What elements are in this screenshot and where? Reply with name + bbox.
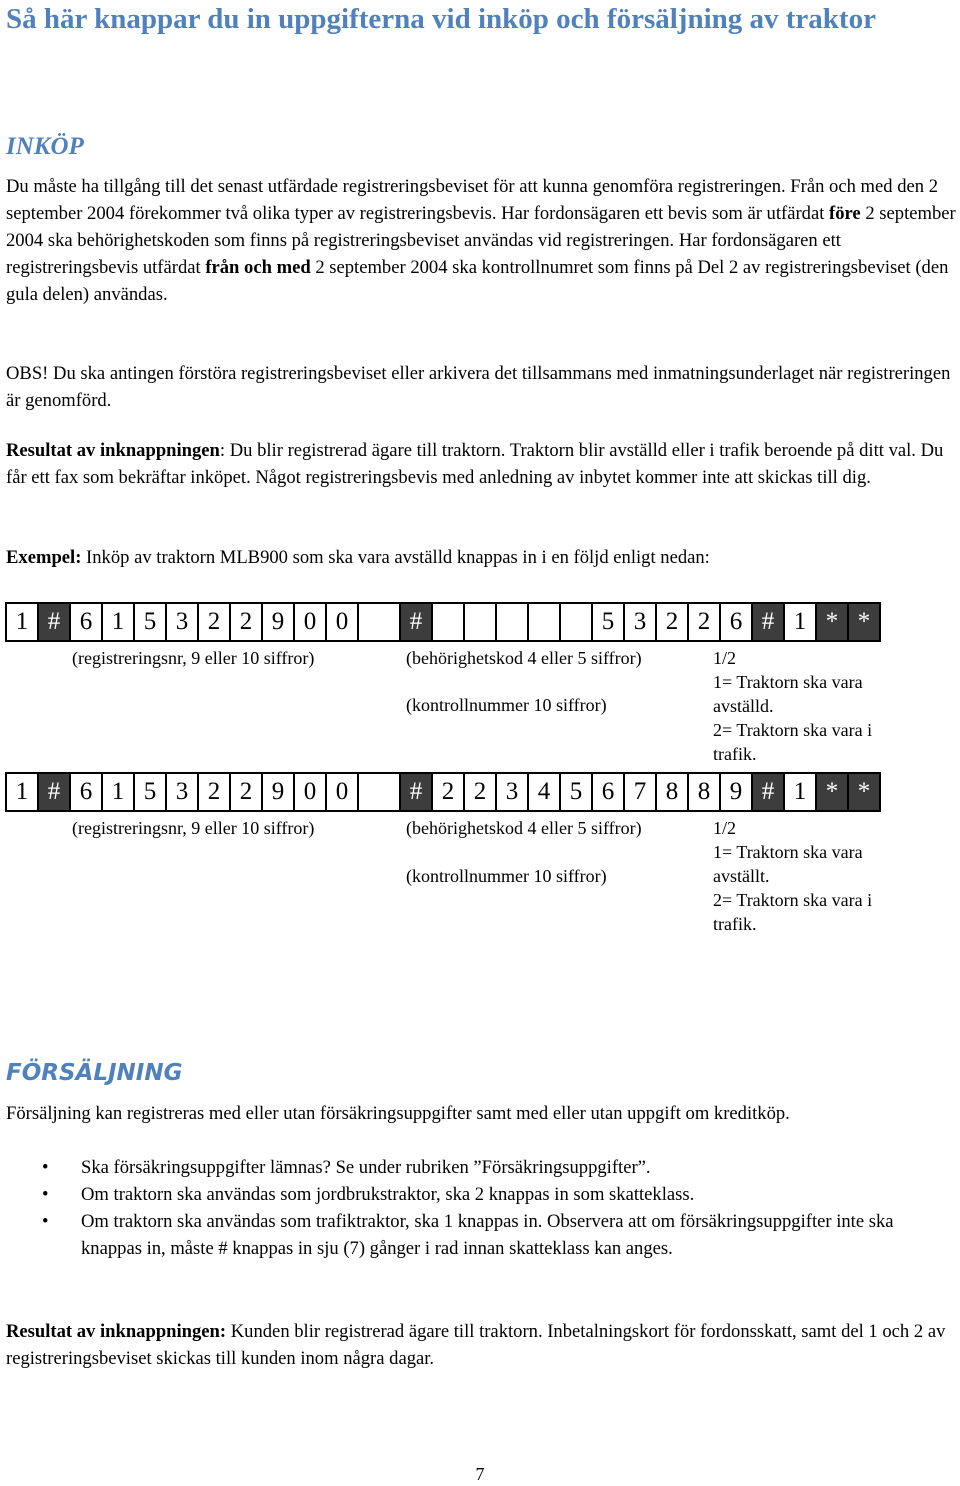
code-cell: # — [400, 773, 432, 811]
code-cell: 1 — [6, 603, 38, 641]
code-cell: 7 — [624, 773, 656, 811]
code-cell: 0 — [294, 773, 326, 811]
forsaljning-bullet-list — [6, 1154, 956, 1262]
code-cell: # — [38, 603, 70, 641]
code-cell: * — [816, 773, 848, 811]
behorighetskod-label: (behörighetskod 4 eller 5 siffror) — [406, 818, 642, 838]
obs-paragraph: OBS! Du ska antingen förstöra registreringsbeviset eller arkivera det tillsammans med inmatningsunderlaget när registreringen är genomförd. — [6, 363, 951, 411]
code-cell: 2 — [432, 773, 464, 811]
inkop-paragraph: Du måste ha tillgång till det senast utfärdade registreringsbeviset för att kunna genomföra registreringen. Från och med den 2 september 2004 förekommer två olika typer av registreringsbevis. Har fordonsägaren ett bevis som är utfärdat före 2 september 2004 ska behörighetskoden som finns på registreringsbeviset användas vid registreringen. Har fordonsägaren ett registreringsbevis utfärdat från och med 2 september 2004 ska kontrollnumret som finns på Del 2 av registreringsbeviset (den gula delen) användas. — [6, 176, 956, 305]
code-cell — [432, 603, 464, 641]
code-cell: 2 — [464, 773, 496, 811]
code-cell: 0 — [326, 603, 358, 641]
code-cell: 2 — [198, 603, 230, 641]
code-cell: 6 — [70, 773, 102, 811]
code-cell: 3 — [624, 603, 656, 641]
code-cell: # — [400, 603, 432, 641]
list-item: • Ska försäkringsuppgifter lämnas? Se under rubriken ”Försäkringsuppgifter”. — [6, 1154, 956, 1181]
regnr-label: (registreringsnr, 9 eller 10 siffror) — [72, 818, 315, 838]
code-cell: 6 — [720, 603, 752, 641]
keypad-code-row-1 — [5, 602, 881, 642]
kontrollnummer-label: (kontrollnummer 10 siffror) — [406, 695, 607, 715]
kontrollnummer-label: (kontrollnummer 10 siffror) — [406, 866, 607, 886]
page-title: Så här knappar du in uppgifterna vid inköp och försäljning av traktor — [6, 3, 876, 35]
code-cell: 5 — [134, 603, 166, 641]
code-cell: * — [848, 773, 880, 811]
regnr-label: (registreringsnr, 9 eller 10 siffror) — [72, 648, 315, 668]
code-cell: 0 — [326, 773, 358, 811]
choice-label: 1/2 1= Traktorn ska vara avställt. 2= Traktorn ska vara i trafik. — [713, 818, 873, 934]
list-item: • Om traktorn ska användas som jordbrukstraktor, ska 2 knappas in som skatteklass. — [6, 1181, 956, 1208]
code-cell: 5 — [560, 773, 592, 811]
list-item: • Om traktorn ska användas som trafiktraktor, ska 1 knappas in. Observera att om försäkringsuppgifter inte ska knappas in, måste # knappas in sju (7) gånger i rad innan skatteklass kan anges. — [6, 1208, 956, 1262]
code-cell: 6 — [592, 773, 624, 811]
code-cell: 2 — [656, 603, 688, 641]
code-cell — [464, 603, 496, 641]
code-cell: 9 — [262, 603, 294, 641]
keypad-code-row-2 — [5, 772, 881, 812]
forsaljning-result-paragraph: Resultat av inknappningen: Kunden blir registrerad ägare till traktorn. Inbetalningskort för fordonsskatt, samt del 1 och 2 av registreringsbeviset skickas till kunden inom några dagar. — [6, 1321, 946, 1369]
example-paragraph: Exempel: Inköp av traktorn MLB900 som ska vara avställd knappas in i en följd enligt nedan: — [6, 547, 710, 568]
code-cell — [560, 603, 592, 641]
code-cell: 1 — [102, 603, 134, 641]
code-cell: * — [848, 603, 880, 641]
code-cell: 9 — [262, 773, 294, 811]
code-cell: 2 — [688, 603, 720, 641]
code-cell — [496, 603, 528, 641]
code-cell: # — [752, 603, 784, 641]
code-cell: * — [816, 603, 848, 641]
code-cell: 1 — [6, 773, 38, 811]
code-cell: 5 — [592, 603, 624, 641]
forsaljning-intro: Försäljning kan registreras med eller utan försäkringsuppgifter samt med eller utan uppgift om kreditköp. — [6, 1103, 790, 1124]
code-cell: 4 — [528, 773, 560, 811]
code-cell: 2 — [198, 773, 230, 811]
code-cell — [528, 603, 560, 641]
page-number: 7 — [475, 1464, 485, 1484]
choice-label: 1/2 1= Traktorn ska vara avställd. 2= Traktorn ska vara i trafik. — [713, 648, 873, 764]
code-cell: # — [38, 773, 70, 811]
code-cell: 0 — [294, 603, 326, 641]
code-cell: 5 — [134, 773, 166, 811]
section-heading-forsaljning: FÖRSÄLJNING — [6, 1060, 183, 1086]
code-cell: 1 — [784, 603, 816, 641]
code-cell: 3 — [496, 773, 528, 811]
code-cell: 2 — [230, 603, 262, 641]
inkop-result-paragraph: Resultat av inknappningen: Du blir registrerad ägare till traktorn. Traktorn blir avställd eller i trafik beroende på ditt val. Du får ett fax som bekräftar inköpet. Något registreringsbevis med anledning av inbytet kommer inte att skickas till dig. — [6, 440, 944, 488]
code-cell — [358, 773, 400, 811]
code-cell: 1 — [102, 773, 134, 811]
code-cell: 8 — [656, 773, 688, 811]
code-cell — [358, 603, 400, 641]
code-cell: # — [752, 773, 784, 811]
code-cell: 3 — [166, 603, 198, 641]
code-cell: 2 — [230, 773, 262, 811]
code-cell: 3 — [166, 773, 198, 811]
behorighetskod-label: (behörighetskod 4 eller 5 siffror) — [406, 648, 642, 668]
code-cell: 1 — [784, 773, 816, 811]
code-cell: 6 — [70, 603, 102, 641]
code-cell: 8 — [688, 773, 720, 811]
code-cell: 9 — [720, 773, 752, 811]
section-heading-inkop: INKÖP — [6, 133, 84, 160]
